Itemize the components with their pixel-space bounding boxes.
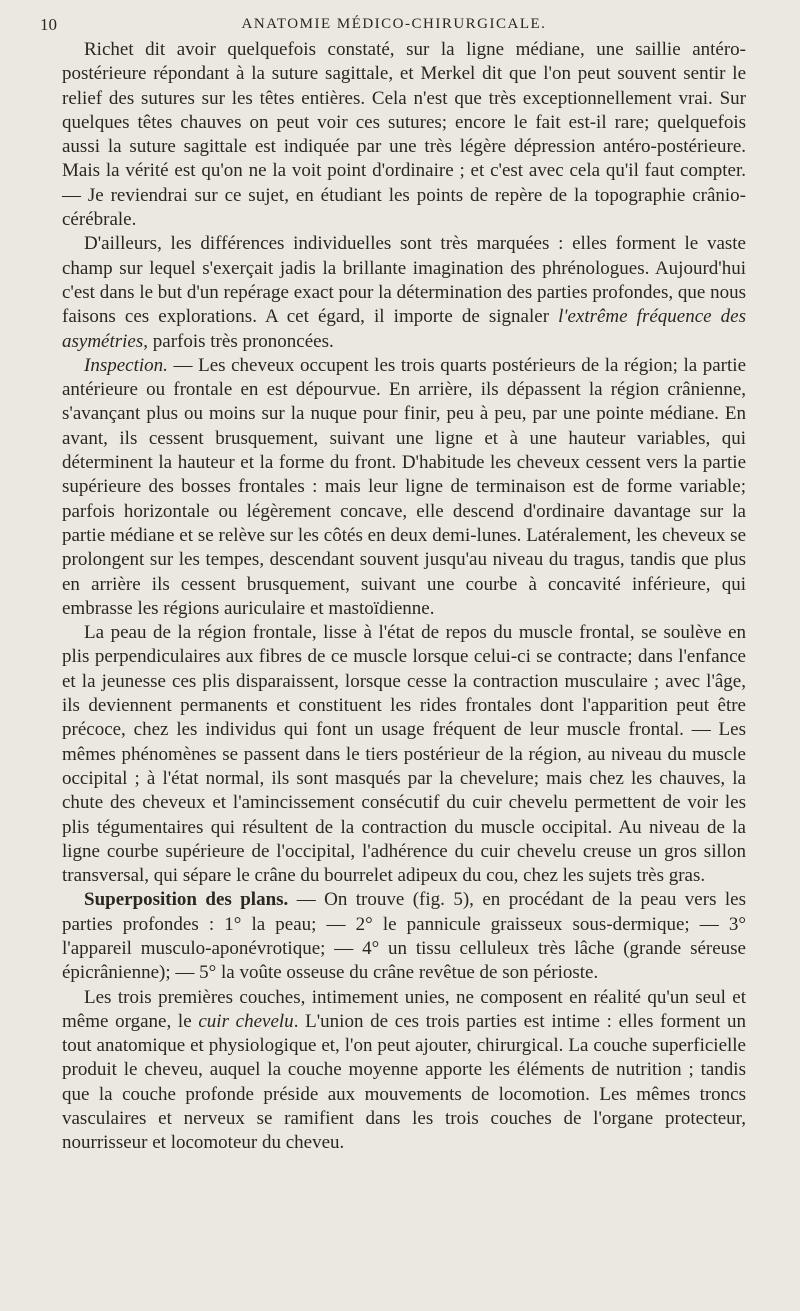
italic-text: Inspection. [84, 354, 168, 376]
paragraph-text: — On trouve (fig. 5), en procédant de la peau vers les parties profondes : 1° la peau; — 2° le pannicule graisseux sous-dermique; — 3° l'appareil musculo-aponévrotique; — 4° un tissu celluleux très lâche (grande séreuse épicrânienne); — 5° la voûte osseuse du crâne revêtue de son périoste. [62, 889, 746, 984]
paragraph-text: Richet dit avoir quelquefois constaté, sur la ligne médiane, une saillie antéro-postérieure répondant à la suture sagittale, et Merkel dit que l'on peut souvent sentir le relief des sutures sur les têtes entières. Cela n'est que très exceptionnellement vrai. Sur quelques têtes chauves on peut voir ces sutures; encore le fait est-il rare; quelquefois aussi la suture sagittale est indiquée par une très légère dépression antéro-postérieure. Mais la vérité est qu'on ne la voit point d'ordinaire ; et c'est avec cela qu'il faut compter. — Je reviendrai sur ce sujet, en étudiant les points de repère de la topographie crânio-cérébrale. [62, 39, 746, 231]
paragraph [62, 888, 746, 985]
body-text [62, 38, 746, 1156]
paragraph-text: — Les cheveux occupent les trois quarts postérieurs de la région; la partie antérieure ou frontale en est dépourvue. En arrière, ils dépassent la région crânienne, s'avançant plus ou moins sur la nuque pour finir, peu à peu, par une pointe médiane. En avant, ils cessent brusquement, suivant une ligne et à une hauteur variables, qui déterminent la hauteur et la forme du front. D'habitude les cheveux cessent vers la partie supérieure des bosses frontales : mais leur ligne de terminaison est de forme variable; parfois horizontale ou légèrement concave, elle descend d'ordinaire davantage sur la partie médiane et se relève sur les côtés en deux demi-lunes. Latéralement, les cheveux se prolongent sur les tempes, descendant souvent jusqu'au niveau du tragus, tandis que plus en arrière ils cessent brusquement, suivant une courbe à concavité inférieure, qui embrasse les régions auriculaire et mastoïdienne. [62, 354, 746, 619]
paragraph [62, 621, 746, 888]
paragraph-text: Les trois premières couches, intimement unies, ne composent en réalité qu'un seul et même organe, le [62, 986, 746, 1032]
paragraph [62, 986, 746, 1156]
running-title: ANATOMIE MÉDICO-CHIRURGICALE. [241, 16, 547, 32]
paragraph-text: , parfois très prononcées. [143, 330, 334, 352]
paragraph-text: La peau de la région frontale, lisse à l'état de repos du muscle frontal, se soulève en plis perpendiculaires aux fibres de ce muscle lorsque celui-ci se contracte; dans l'enfance et la jeunesse ces plis disparaissent, lorsque cesse la contraction musculaire ; avec l'âge, ils deviennent permanents et constituent les rides frontales dont l'apparition peut être précoce, chez les individus qui font un usage fréquent de leur muscle frontal. — Les mêmes phénomènes se passent dans le tiers postérieur de la région, au niveau du muscle occipital ; à l'état normal, ils sont masqués par la chevelure; mais chez les chauves, la chute des cheveux et l'amincissement consécutif du cuir chevelu permettent de voir les plis tégumentaires qui résultent de la contraction du muscle occipital. Au niveau de la ligne courbe supérieure de l'occipital, l'adhérence du cuir chevelu creuse un gros sillon transversal, qui sépare le crâne du bourrelet adipeux du cou, chez les sujets très gras. [62, 622, 746, 887]
paragraph-text: . L'union de ces trois parties est intime : elles forment un tout anatomique et physiologique et, l'on peut ajouter, chirurgical. La couche superficielle produit le cheveu, auquel la couche moyenne apporte les éléments de nutrition ; tandis que la couche profonde préside aux mouvements de locomotion. Les mêmes troncs vasculaires et nerveux se ramifient dans les trois couches de l'organe protecteur, nourrisseur et locomoteur du cheveu. [62, 1010, 746, 1154]
italic-text: cuir chevelu [198, 1010, 294, 1032]
paragraph [62, 354, 746, 621]
italic-text: l'extrême fréquence des asymétries [62, 306, 746, 352]
running-head [40, 8, 746, 38]
paragraph [62, 38, 746, 232]
section-heading: Superposition des plans. [84, 889, 289, 911]
paragraph [62, 232, 746, 353]
paragraph-text: D'ailleurs, les différences individuelles sont très marquées : elles forment le vaste champ sur lequel s'exerçait jadis la brillante imagination des phrénologues. Aujourd'hui c'est dans le but d'un repérage exact pour la détermination des parties profondes, que nous faisons ces explorations. A cet égard, il importe de signaler [62, 233, 746, 328]
page-number: 10 [40, 15, 57, 34]
